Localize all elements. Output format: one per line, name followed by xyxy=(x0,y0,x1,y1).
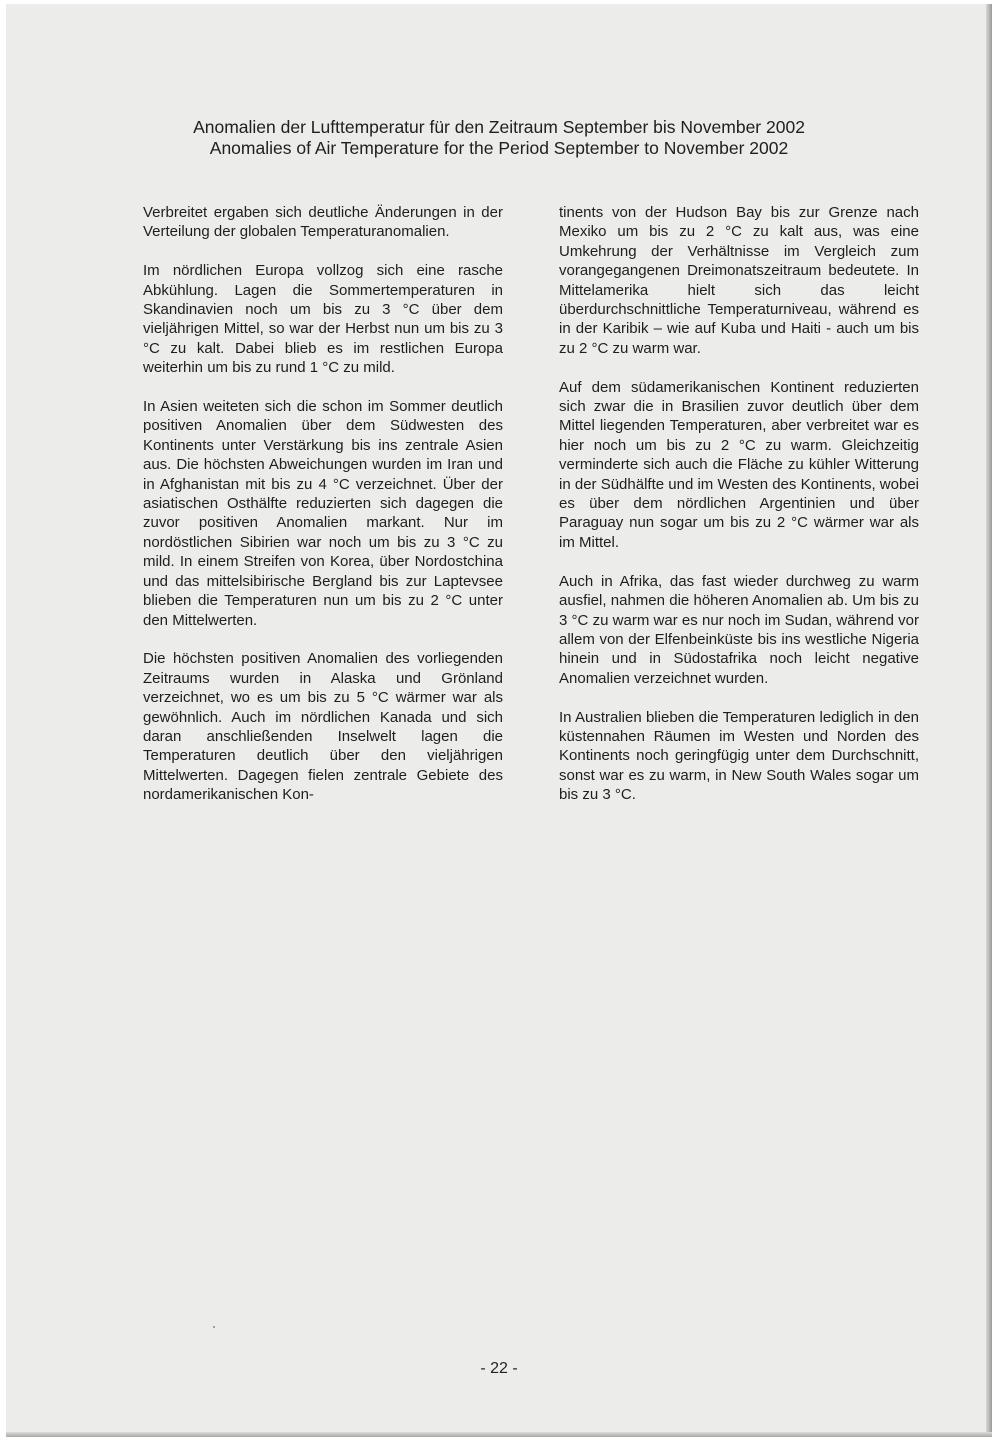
paragraph-asia: In Asien weiteten sich die schon im Sommer deutlich positiven Anomalien über dem Südwesten des Kontinents unter Verstärkung bis ins zentrale Asien aus. Die höchsten Abweichungen wurden im Iran und in Afghanistan mit bis zu 4 °C verzeichnet. Über der asiatischen Osthälfte reduzierten sich dagegen die zuvor positiven Anomalien markant. Nur im nordöstlichen Sibirien war noch um bis zu 3 °C zu mild. In einem Streifen von Korea, über Nordostchina und das mittelsibirische Bergland bis zur Laptevsee blieben die Temperaturen nun um bis zu 2 °C unter den Mittelwerten. xyxy=(143,398,503,629)
paragraph-australia: In Australien blieben die Temperaturen lediglich in den küstennahen Räumen im Westen und Norden des Kontinents noch geringfügig unter dem Durchschnitt, sonst war es zu warm, in New South Wales sogar um bis zu 3 °C. xyxy=(559,708,919,804)
paragraph-overview: Verbreitet ergaben sich deutliche Änderungen in der Verteilung der globalen Temperaturanomalien. xyxy=(143,204,503,241)
page-bottom-edge xyxy=(6,1432,992,1437)
left-column xyxy=(143,203,503,824)
paragraph-north-america-continued: tinents von der Hudson Bay bis zur Grenze nach Mexiko um bis zu 2 °C zu kalt aus, was eine Umkehrung der Verhältnisse im Vergleich zum vorangegangenen Dreimonatszeitraum bedeutete. In Mittelamerika hielt sich das leicht überdurchschnittliche Temperaturniveau, während es in der Karibik – wie auf Kuba und Haiti - auch um bis zu 2 °C zu warm war. xyxy=(559,204,919,357)
page-number: - 22 - xyxy=(480,1360,518,1377)
document-page xyxy=(6,4,992,1437)
paragraph-europe: Im nördlichen Europa vollzog sich eine rasche Abkühlung. Lagen die Sommertemperaturen in Skandinavien noch um bis zu 3 °C über dem vieljährigen Mittel, so war der Herbst nun um bis zu 3 °C zu kalt. Dabei blieb es im restlichen Europa weiterhin um bis zu rund 1 °C zu mild. xyxy=(143,262,503,377)
scan-speck xyxy=(213,1326,215,1328)
page-edge-shadow xyxy=(986,4,992,1437)
title-german: Anomalien der Lufttemperatur für den Zeitraum September bis November 2002 xyxy=(193,117,805,137)
paragraph-south-america: Auf dem südamerikanischen Kontinent reduzierten sich zwar die in Brasilien zuvor deutlich über dem Mittel liegenden Temperaturen, aber verbreitet war es hier noch um bis zu 2 °C zu warm. Gleichzeitig verminderte sich auch die Fläche zu kühler Witterung in der Südhälfte und im Westen des Kontinents, wobei es über dem nördlichen Argentinien und über Paraguay nun sogar um bis zu 2 °C wärmer war als im Mittel. xyxy=(559,378,919,551)
right-column xyxy=(559,203,919,824)
page-title xyxy=(6,117,992,159)
paragraph-north-america: Die höchsten positiven Anomalien des vorliegenden Zeitraums wurden in Alaska und Grönland verzeichnet, wo es um bis zu 5 °C wärmer war als gewöhnlich. Auch im nördlichen Kanada und sich daran anschließenden Inselwelt lagen die Temperaturen deutlich über den vieljährigen Mittelwerten. Dagegen fielen zentrale Gebiete des nordamerikanischen Kon- xyxy=(143,650,503,804)
title-english: Anomalies of Air Temperature for the Period September to November 2002 xyxy=(209,138,789,158)
paragraph-africa: Auch in Afrika, das fast wieder durchweg zu warm ausfiel, nahmen die höheren Anomalien ab. Um bis zu 3 °C zu warm war es nur noch im Sudan, während vor allem von der Elfenbeinküste bis ins westliche Nigeria hinein und in Südostafrika noch leicht negative Anomalien verzeichnet wurden. xyxy=(559,572,919,687)
